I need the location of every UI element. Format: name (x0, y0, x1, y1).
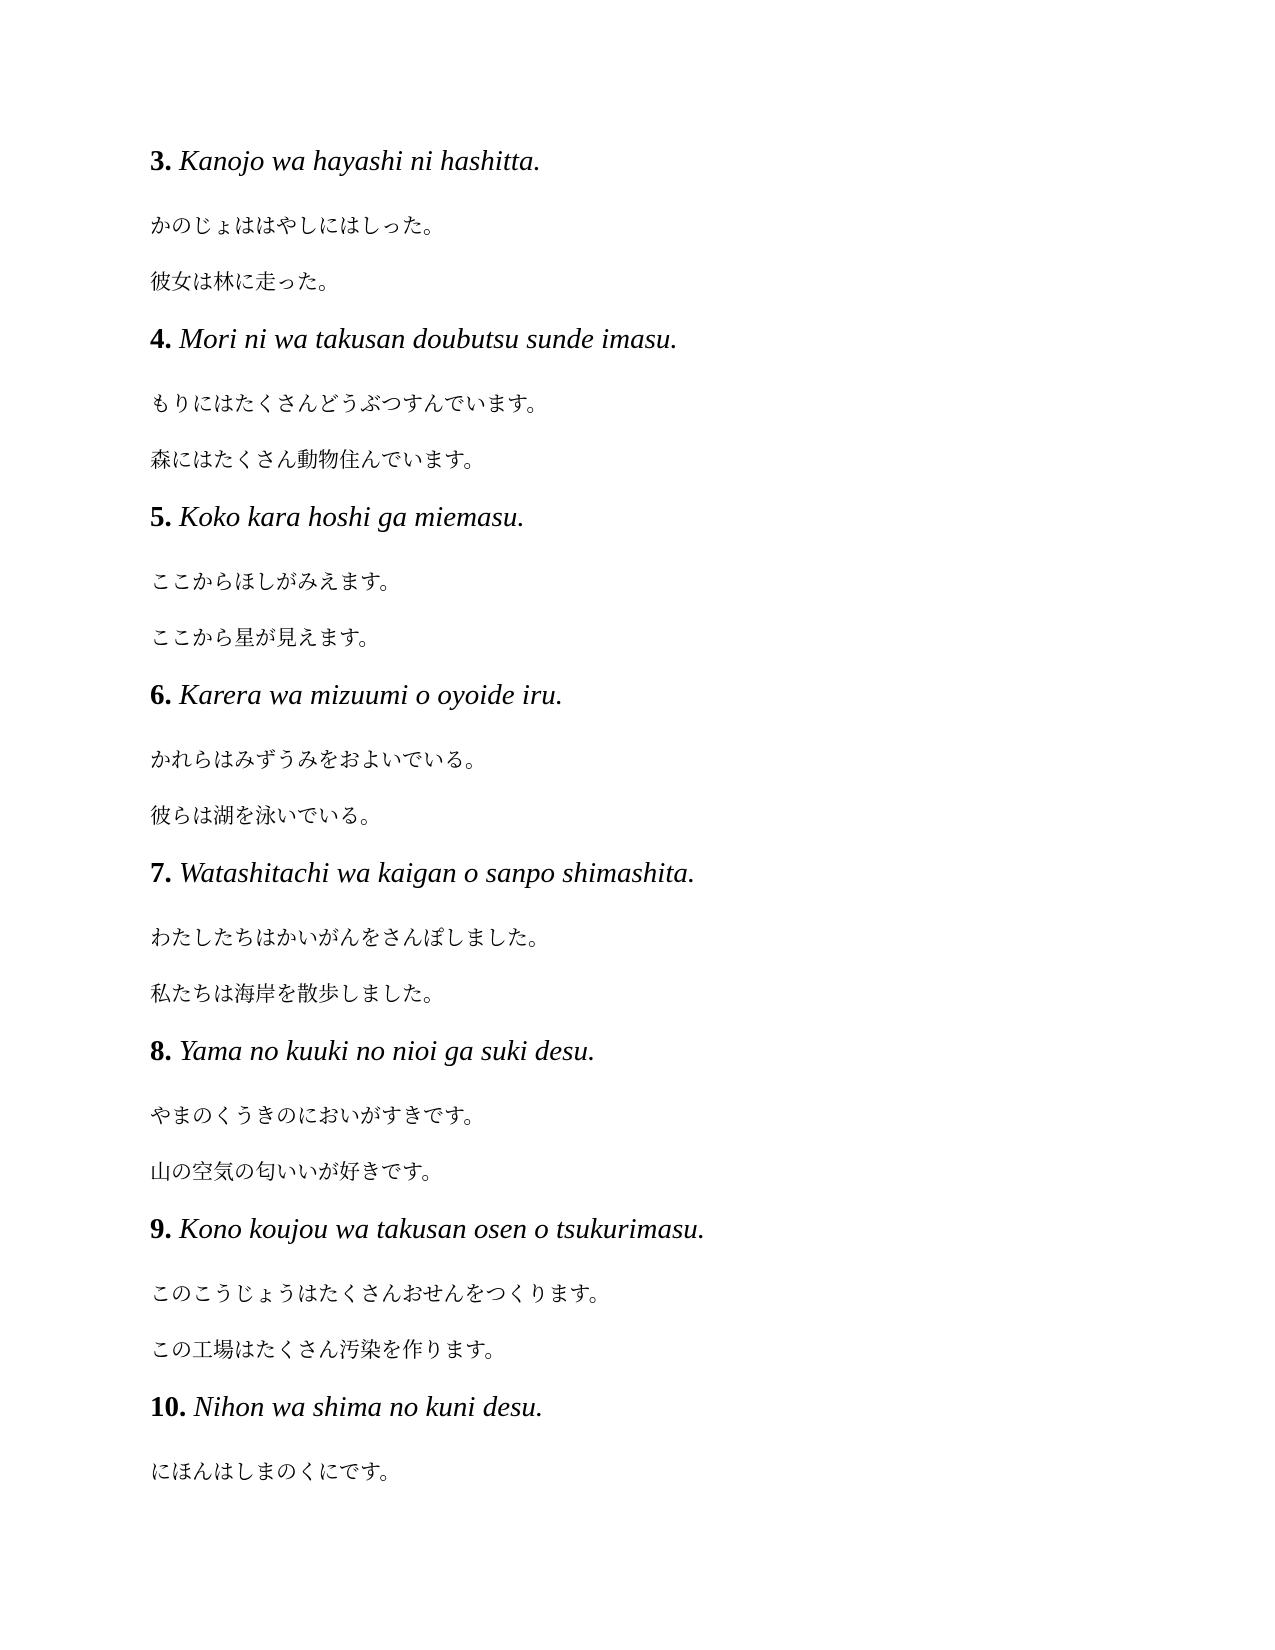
sentence-number: 3. (150, 145, 172, 177)
romaji-line (150, 497, 525, 537)
romaji-sentence: Yama no kuuki no nioi ga suki desu. (179, 1035, 596, 1067)
kanji-line: 彼女は林に走った。 (150, 270, 339, 294)
kana-line: わたしたちはかいがんをさんぽしました。 (150, 926, 549, 950)
kana-line: ここからほしがみえます。 (150, 570, 401, 594)
sentence-number: 5. (150, 501, 172, 533)
romaji-line (150, 853, 695, 893)
kana-line: やまのくうきのにおいがすきです。 (150, 1104, 485, 1128)
romaji-line (150, 675, 563, 715)
kana-line: かれらはみずうみをおよいでいる。 (150, 748, 486, 772)
sentence-entry-3 (150, 141, 1150, 319)
kanji-line: 山の空気の匂いいが好きです。 (150, 1160, 443, 1184)
kanji-line: この工場はたくさん汚染を作ります。 (150, 1338, 506, 1362)
kana-line: かのじょははやしにはしった。 (150, 214, 444, 238)
romaji-line (150, 1209, 705, 1249)
romaji-sentence: Watashitachi wa kaigan o sanpo shimashita. (179, 857, 696, 889)
sentence-entry-7 (150, 853, 1150, 1031)
sentence-entry-9 (150, 1209, 1150, 1387)
kana-line: このこうじょうはたくさんおせんをつくります。 (150, 1282, 610, 1306)
romaji-sentence: Kanojo wa hayashi ni hashitta. (179, 145, 541, 177)
romaji-line (150, 1387, 543, 1427)
sentence-entry-10 (150, 1387, 1150, 1565)
sentence-number: 6. (150, 679, 172, 711)
romaji-sentence: Mori ni wa takusan doubutsu sunde imasu. (179, 323, 678, 355)
kanji-line: 彼らは湖を泳いでいる。 (150, 804, 381, 828)
sentence-entry-6 (150, 675, 1150, 853)
kanji-line: 森にはたくさん動物住んでいます。 (150, 448, 485, 472)
romaji-sentence: Karera wa mizuumi o oyoide iru. (179, 679, 563, 711)
sentence-entry-5 (150, 497, 1150, 675)
sentence-number: 9. (150, 1213, 172, 1245)
romaji-sentence: Koko kara hoshi ga miemasu. (179, 501, 525, 533)
romaji-line (150, 1031, 595, 1071)
romaji-line (150, 319, 678, 359)
document-page (150, 141, 1150, 1565)
sentence-entry-4 (150, 319, 1150, 497)
kanji-line: 私たちは海岸を散歩しました。 (150, 982, 444, 1006)
sentence-number: 8. (150, 1035, 172, 1067)
sentence-number: 4. (150, 323, 172, 355)
kana-line: もりにはたくさんどうぶつすんでいます。 (150, 392, 548, 416)
sentence-number: 7. (150, 857, 172, 889)
sentence-number: 10. (150, 1391, 187, 1423)
romaji-sentence: Kono koujou wa takusan osen o tsukurimasu. (179, 1213, 706, 1245)
kanji-line: ここから星が見えます。 (150, 626, 380, 650)
romaji-sentence: Nihon wa shima no kuni desu. (193, 1391, 544, 1423)
sentence-entry-8 (150, 1031, 1150, 1209)
romaji-line (150, 141, 541, 181)
kana-line: にほんはしまのくにです。 (150, 1460, 401, 1484)
